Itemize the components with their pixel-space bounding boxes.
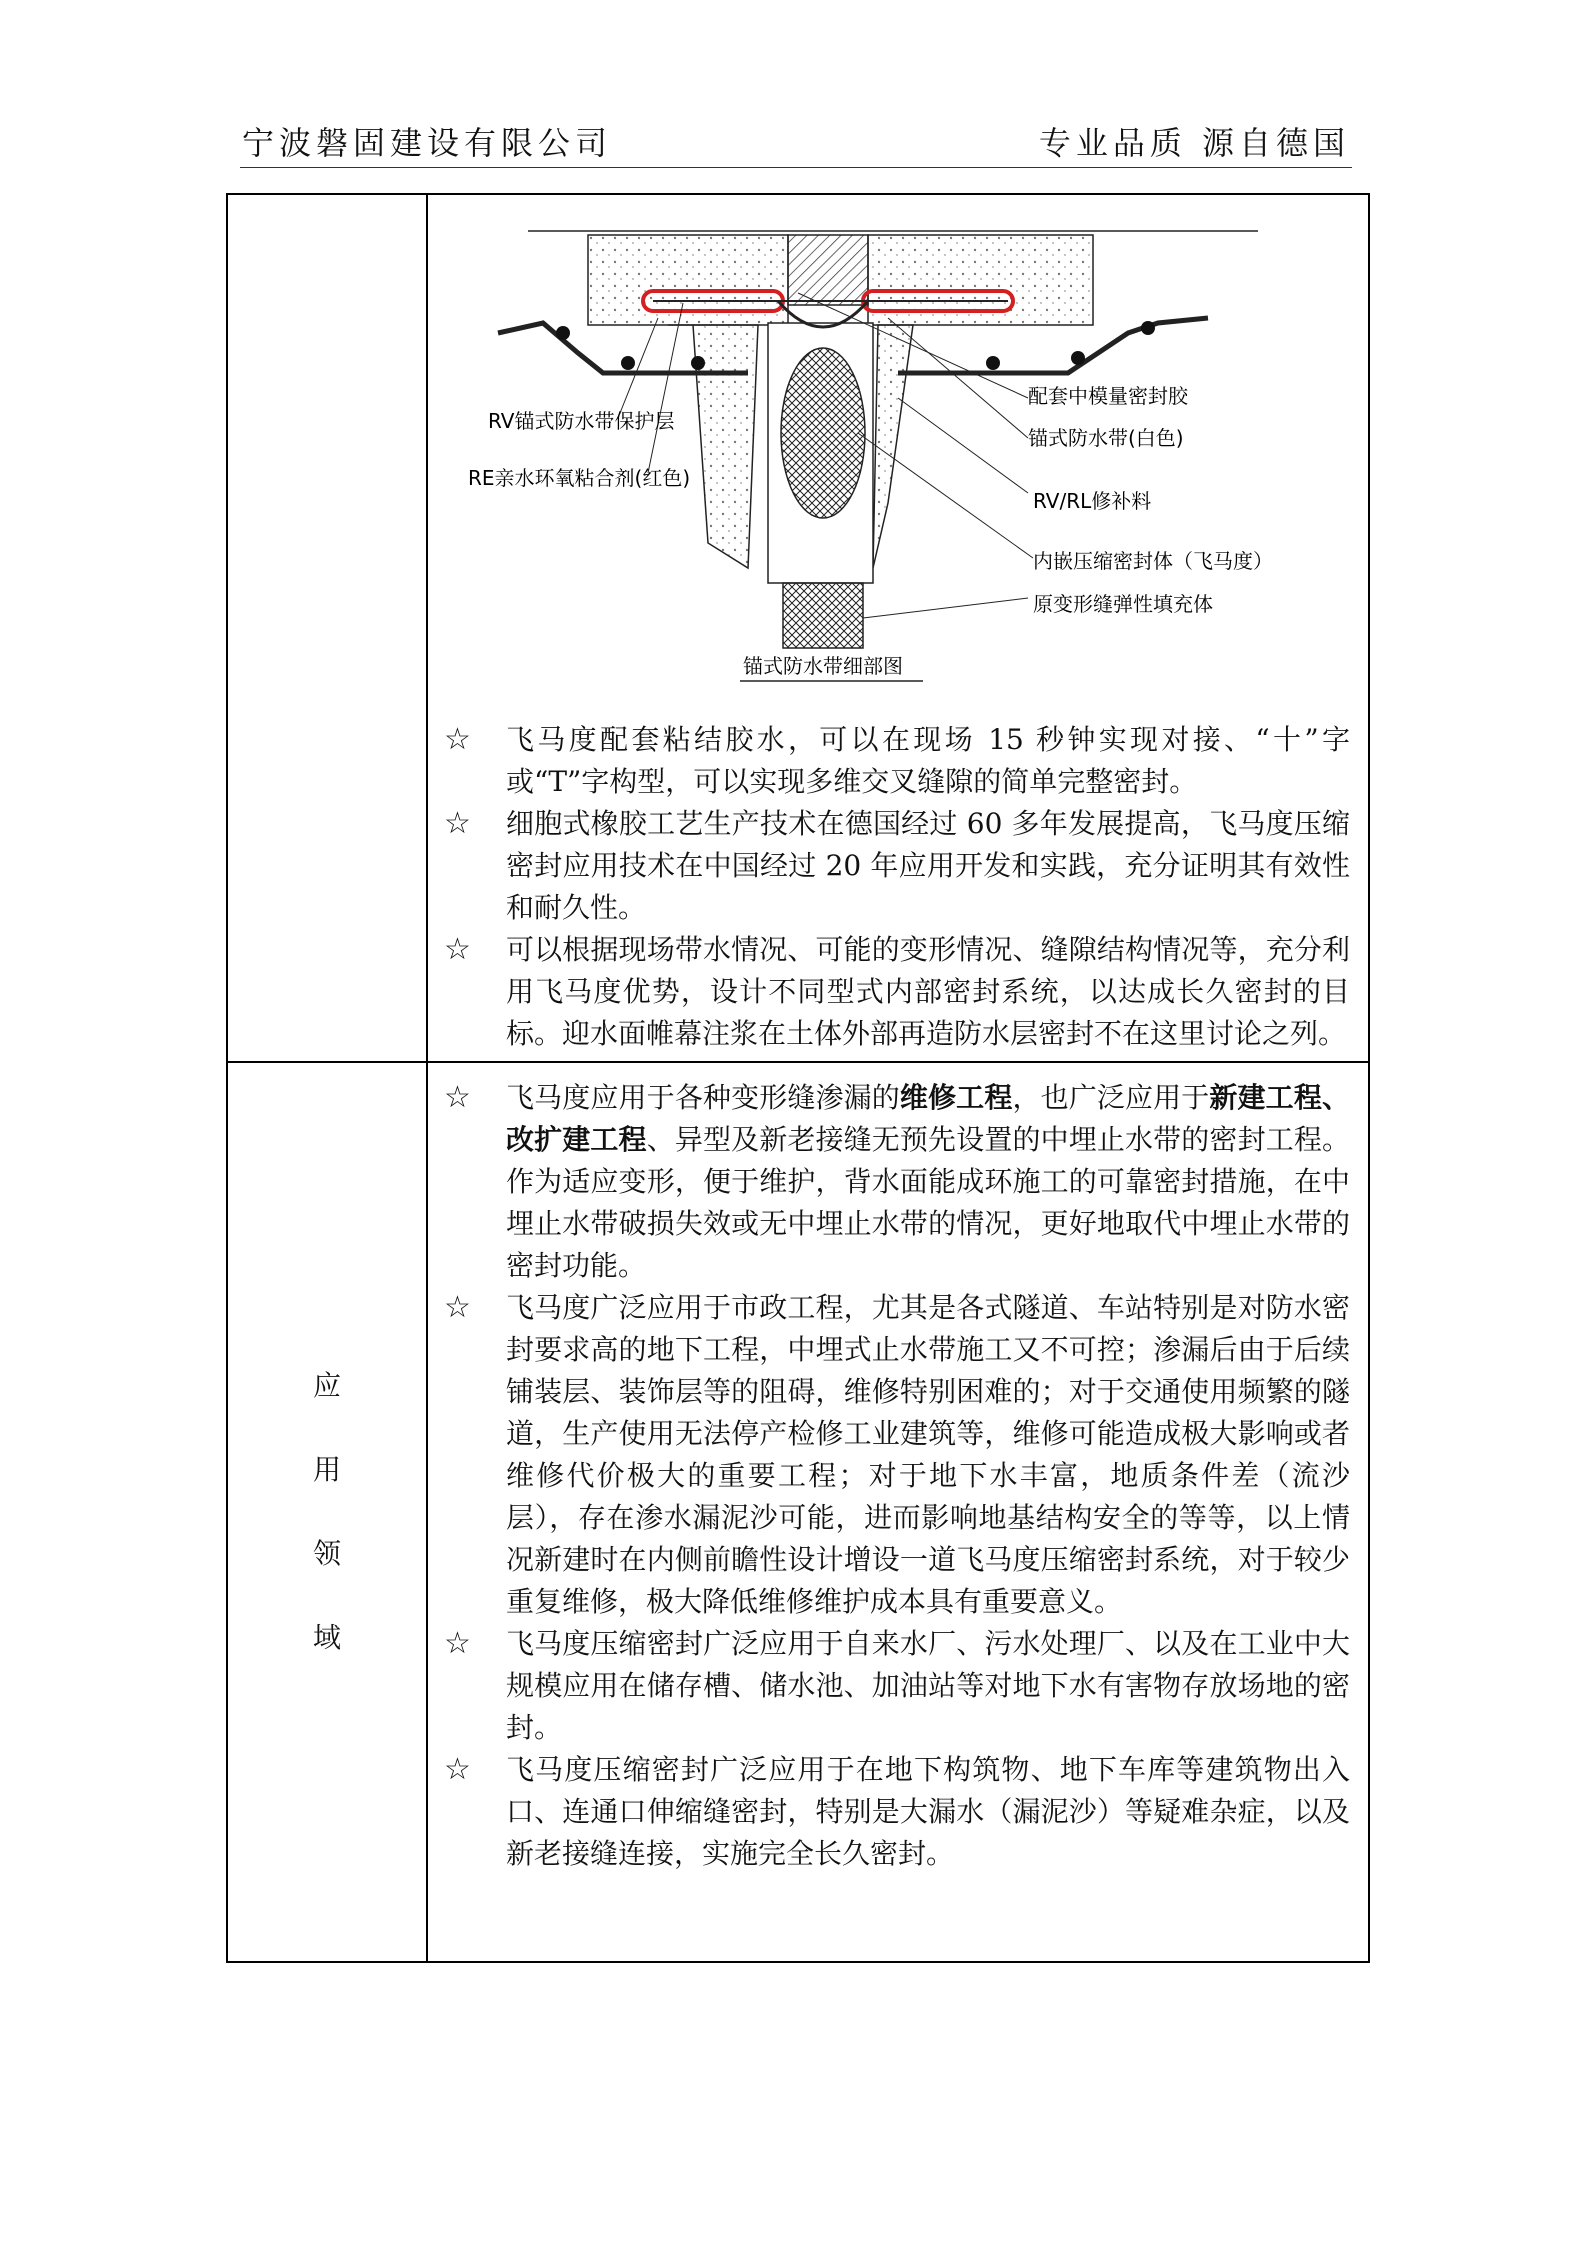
application-label-cell [227,1062,427,1962]
left-repair [668,325,758,568]
list-item: ☆ 飞马度应用于各种变形缝渗漏的维修工程，也广泛应用于新建工程、改扩建工程、异型及新老接缝无预先设置的中埋止水带的密封工程。作为适应变形，便于维护，背水面能成环施工的可靠密封措施，在中埋止水带破损失效或无中埋止水带的情况，更好地取代中埋止水带的密封功能。 [444,1077,1350,1287]
application-content-cell [427,1062,1369,1962]
diagram-caption: 锚式防水带细部图 [743,654,903,678]
right-repair [873,325,913,568]
application-label: 应 用 领 域 [312,1369,341,1654]
row1-content-cell [427,194,1369,1062]
label-repair: RV/RL修补料 [1033,489,1152,513]
anchor-band-diagram [428,195,1368,719]
inner-seal [781,348,865,518]
list-item: ☆ 飞马度压缩密封广泛应用于自来水厂、污水处理厂、以及在工业中大规模应用在储存槽、储水池、加油站等对地下水有害物存放场地的密封。 [444,1623,1350,1749]
diagram-svg [468,223,1288,713]
content-table [226,193,1370,1963]
star-icon: ☆ [444,1290,471,1325]
label-anchor-band: 锚式防水带(白色) [1028,426,1184,450]
application-list [428,1063,1368,1881]
list-item: ☆ 飞马度压缩密封广泛应用于在地下构筑物、地下车库等建筑物出入口、连通口伸缩缝密封，特别是大漏水（漏泥沙）等疑难杂症，以及新老接缝连接，实施完全长久密封。 [444,1749,1350,1875]
star-icon: ☆ [444,1626,471,1661]
list-item: ☆ 飞马度配套粘结胶水，可以在现场 15 秒钟实现对接、“十”字或“T”字构型，可以实现多维交叉缝隙的简单完整密封。 [444,719,1350,803]
label-re-adhesive: RE亲水环氧粘合剂(红色) [468,466,691,490]
star-icon: ☆ [444,932,471,967]
elastic-filler [783,583,863,648]
header-slogan: 专业品质 源自德国 [1038,124,1350,162]
list-item: ☆ 可以根据现场带水情况、可能的变形情况、缝隙结构情况等，充分利用飞马度优势，设计不同型式内部密封系统，以达成长久密封的目标。迎水面帷幕注浆在土体外部再造防水层密封不在这里讨论之列。 [444,929,1350,1055]
protect-layer-right [898,318,1208,373]
page-header [240,118,1352,164]
company-name: 宁波磐固建设有限公司 [242,124,613,162]
label-inner-seal: 内嵌压缩密封体（飞马度） [1033,549,1273,573]
star-icon: ☆ [444,722,471,757]
list-item: ☆ 飞马度广泛应用于市政工程，尤其是各式隧道、车站特别是对防水密封要求高的地下工程，中埋式止水带施工又不可控；渗漏后由于后续铺装层、装饰层等的阻碍，维修特别困难的；对于交通使用频繁的隧道，生产使用无法停产检修工业建筑等，维修可能造成极大影响或者维修代价极大的重要工程；对于地下水丰富，地质条件差（流沙层），存在渗水漏泥沙可能，进而影响地基结构安全的等等，以上情况新建时在内侧前瞻性设计增设一道飞马度压缩密封系统，对于较少重复维修，极大降低维修维护成本具有重要意义。 [444,1287,1350,1623]
star-icon: ☆ [444,806,471,841]
header-divider [240,167,1352,168]
list-item: ☆ 细胞式橡胶工艺生产技术在德国经过 60 多年发展提高，飞马度压缩密封应用技术在中国经过 20 年应用开发和实践，充分证明其有效性和耐久性。 [444,803,1350,929]
star-icon: ☆ [444,1080,471,1115]
joint-insert [788,235,868,305]
label-filler: 原变形缝弹性填充体 [1033,592,1213,616]
star-icon: ☆ [444,1752,471,1787]
table-row-applications [227,1062,1369,1962]
features-list [428,719,1368,1061]
label-modulus-sealant: 配套中模量密封胶 [1028,384,1188,408]
row1-label-cell [227,194,427,1062]
table-row-diagram [227,194,1369,1062]
label-rv-protect: RV锚式防水带保护层 [488,409,675,433]
